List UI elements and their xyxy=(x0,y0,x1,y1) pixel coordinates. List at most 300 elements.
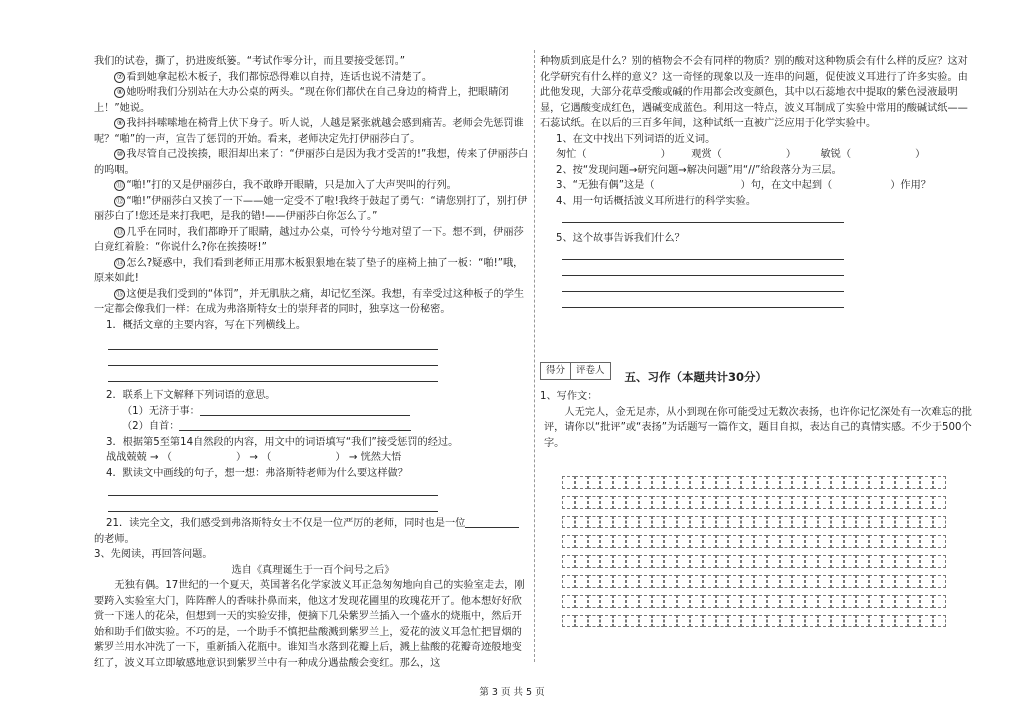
grid-cell[interactable] xyxy=(741,615,754,628)
grid-cell[interactable] xyxy=(920,516,933,529)
grid-cell[interactable] xyxy=(818,615,831,628)
grid-cell[interactable] xyxy=(677,595,690,608)
grid-cell[interactable] xyxy=(933,535,946,548)
grid-cell[interactable] xyxy=(703,595,716,608)
grid-cell[interactable] xyxy=(690,595,703,608)
grid-cell[interactable] xyxy=(728,476,741,489)
para-number: ⑦ xyxy=(114,72,125,83)
grid-cell[interactable] xyxy=(805,476,818,489)
grid-cell[interactable] xyxy=(562,476,575,489)
grid-cell[interactable] xyxy=(600,555,613,568)
grid-cell[interactable] xyxy=(613,555,626,568)
grid-cell[interactable] xyxy=(908,476,921,489)
grid-cell[interactable] xyxy=(703,516,716,529)
paragraph-8: ⑧ 她吩咐我们分别站在大办公桌的两头。“现在你们都伏在自己身边的椅背上，把眼睛闭上！”她说。 xyxy=(94,87,509,114)
grid-cell[interactable] xyxy=(895,535,908,548)
grid-cell[interactable] xyxy=(575,595,588,608)
grid-cell[interactable] xyxy=(754,496,767,509)
grid-cell[interactable] xyxy=(767,496,780,509)
grid-cell[interactable] xyxy=(677,615,690,628)
grid-cell[interactable] xyxy=(600,535,613,548)
grid-cell[interactable] xyxy=(716,595,729,608)
grid-cell[interactable] xyxy=(575,496,588,509)
grid-cell[interactable] xyxy=(856,535,869,548)
grid-cell[interactable] xyxy=(677,535,690,548)
grid-cell[interactable] xyxy=(895,575,908,588)
grid-cell[interactable] xyxy=(626,595,639,608)
paragraph-15: ⑮ 这便是我们受到的“体罚”，并无肌肤之痛，却记忆至深。我想，有幸受过这种板子的学生一定都会像我们一样：在成为弗洛斯特女士的崇拜者的同时，独享这一份秘密。 xyxy=(94,288,525,315)
grid-cell[interactable] xyxy=(754,575,767,588)
grid-cell[interactable] xyxy=(844,496,857,509)
grid-cell[interactable] xyxy=(588,555,601,568)
grid-cell[interactable] xyxy=(588,476,601,489)
grid-cell[interactable] xyxy=(856,555,869,568)
grid-cell[interactable] xyxy=(844,555,857,568)
grid-cell[interactable] xyxy=(780,595,793,608)
para-number: ⑭ xyxy=(116,258,124,267)
grid-cell[interactable] xyxy=(856,476,869,489)
grid-cell[interactable] xyxy=(639,575,652,588)
grid-cell[interactable] xyxy=(754,476,767,489)
grid-cell[interactable] xyxy=(652,595,665,608)
grid-cell[interactable] xyxy=(818,535,831,548)
grid-cell[interactable] xyxy=(856,595,869,608)
grid-cell[interactable] xyxy=(588,575,601,588)
grid-cell[interactable] xyxy=(613,595,626,608)
answer-lines[interactable] xyxy=(108,337,438,382)
grid-cell[interactable] xyxy=(869,516,882,529)
para-number: ⑧ xyxy=(114,87,125,98)
grid-cell[interactable] xyxy=(626,555,639,568)
grid-cell[interactable] xyxy=(703,575,716,588)
grid-cell[interactable] xyxy=(792,575,805,588)
grid-cell[interactable] xyxy=(690,615,703,628)
question-2: 2、按“发现问题→研究问题→解决问题”用“//”给段落分为三层。 xyxy=(556,164,842,176)
grid-cell[interactable] xyxy=(716,476,729,489)
grid-cell[interactable] xyxy=(664,615,677,628)
grid-cell[interactable] xyxy=(716,555,729,568)
grid-cell[interactable] xyxy=(664,476,677,489)
grid-cell[interactable] xyxy=(562,535,575,548)
grid-cell[interactable] xyxy=(933,476,946,489)
grader-label: 评卷人 xyxy=(576,365,605,377)
grid-cell[interactable] xyxy=(831,516,844,529)
grid-cell[interactable] xyxy=(741,516,754,529)
grid-cell[interactable] xyxy=(639,496,652,509)
grid-cell[interactable] xyxy=(856,575,869,588)
grid-cell[interactable] xyxy=(805,496,818,509)
grid-cell[interactable] xyxy=(895,595,908,608)
grid-cell[interactable] xyxy=(767,476,780,489)
grid-cell[interactable] xyxy=(767,575,780,588)
grid-cell[interactable] xyxy=(562,595,575,608)
question-4: 4．默读文中画线的句子，想一想：弗洛斯特老师为什么要这样做？ xyxy=(106,467,408,479)
grid-cell[interactable] xyxy=(690,555,703,568)
grid-cell[interactable] xyxy=(780,496,793,509)
grid-cell[interactable] xyxy=(869,595,882,608)
grid-cell[interactable] xyxy=(792,595,805,608)
grid-cell[interactable] xyxy=(639,535,652,548)
grid-cell[interactable] xyxy=(792,535,805,548)
grid-cell[interactable] xyxy=(882,595,895,608)
grid-cell[interactable] xyxy=(703,535,716,548)
grid-row xyxy=(562,496,962,509)
grid-cell[interactable] xyxy=(600,476,613,489)
blank[interactable] xyxy=(179,419,411,431)
grid-cell[interactable] xyxy=(652,516,665,529)
grid-cell[interactable] xyxy=(754,555,767,568)
score-label: 得分 xyxy=(541,363,571,379)
grid-cell[interactable] xyxy=(600,615,613,628)
grid-cell[interactable] xyxy=(882,516,895,529)
grid-cell[interactable] xyxy=(626,535,639,548)
grid-cell[interactable] xyxy=(652,476,665,489)
grid-cell[interactable] xyxy=(895,496,908,509)
grid-cell[interactable] xyxy=(754,595,767,608)
grid-cell[interactable] xyxy=(677,555,690,568)
grid-cell[interactable] xyxy=(626,575,639,588)
grid-cell[interactable] xyxy=(920,595,933,608)
grid-cell[interactable] xyxy=(652,496,665,509)
grid-cell[interactable] xyxy=(895,555,908,568)
grid-cell[interactable] xyxy=(690,516,703,529)
grid-cell[interactable] xyxy=(920,476,933,489)
grid-cell[interactable] xyxy=(600,595,613,608)
grid-cell[interactable] xyxy=(754,615,767,628)
grid-cell[interactable] xyxy=(741,535,754,548)
paragraph-12: ⑫ “啪!”伊丽莎白又挨了一下——她一定受不了啦!我终于鼓起了勇气：“请您别打了，别打伊丽莎白了!您还是来打我吧，是我的错!——伊丽莎白你怎么了。” xyxy=(94,195,528,222)
grid-cell[interactable] xyxy=(652,575,665,588)
grid-cell[interactable] xyxy=(741,575,754,588)
grid-cell[interactable] xyxy=(818,496,831,509)
grid-cell[interactable] xyxy=(716,496,729,509)
grid-cell[interactable] xyxy=(908,516,921,529)
blank[interactable] xyxy=(200,404,410,416)
grid-cell[interactable] xyxy=(780,615,793,628)
grid-cell[interactable] xyxy=(844,535,857,548)
question-2b: （2）自首： xyxy=(122,419,532,435)
grid-cell[interactable] xyxy=(869,615,882,628)
grid-row xyxy=(562,516,962,529)
grid-cell[interactable] xyxy=(805,535,818,548)
para-number: ⑮ xyxy=(116,289,124,298)
grid-cell[interactable] xyxy=(882,476,895,489)
grid-cell[interactable] xyxy=(805,516,818,529)
section-5-heading: 五、习作（本题共计30分） xyxy=(624,369,768,384)
grid-cell[interactable] xyxy=(882,496,895,509)
question-21: 21．读完全文，我们感受到弗洛斯特女士不仅是一位严厉的老师，同时也是一位 xyxy=(106,516,532,532)
grid-cell[interactable] xyxy=(882,615,895,628)
grid-cell[interactable] xyxy=(844,575,857,588)
grid-cell[interactable] xyxy=(780,476,793,489)
grid-cell[interactable] xyxy=(754,535,767,548)
grid-cell[interactable] xyxy=(831,555,844,568)
grid-cell[interactable] xyxy=(613,535,626,548)
grid-cell[interactable] xyxy=(831,476,844,489)
grid-cell[interactable] xyxy=(831,615,844,628)
grid-cell[interactable] xyxy=(908,496,921,509)
grid-cell[interactable] xyxy=(805,595,818,608)
grid-row xyxy=(562,535,962,548)
para-number: ⑩ xyxy=(114,149,125,160)
grid-cell[interactable] xyxy=(908,535,921,548)
grid-cell[interactable] xyxy=(652,615,665,628)
grid-cell[interactable] xyxy=(664,496,677,509)
grid-cell[interactable] xyxy=(588,535,601,548)
column-divider xyxy=(534,50,535,662)
grid-cell[interactable] xyxy=(908,555,921,568)
grid-row xyxy=(562,615,962,628)
grid-cell[interactable] xyxy=(908,595,921,608)
grid-cell[interactable] xyxy=(933,615,946,628)
grid-cell[interactable] xyxy=(728,496,741,509)
article-title: 选自《真理诞生于一百个问号之后》 xyxy=(231,564,395,576)
grid-cell[interactable] xyxy=(588,516,601,529)
question-3-sequence: 战战兢兢 → （ ） → （ ） → 恍然大悟 xyxy=(106,452,402,463)
section-3-heading: 3、先阅读，再回答问题。 xyxy=(94,549,213,560)
page-footer: 第 3 页 共 5 页 xyxy=(479,687,545,698)
grid-cell[interactable] xyxy=(933,595,946,608)
grid-cell[interactable] xyxy=(639,516,652,529)
question-5: 5、这个故事告诉我们什么？ xyxy=(556,233,685,244)
grid-cell[interactable] xyxy=(728,516,741,529)
grid-cell[interactable] xyxy=(792,496,805,509)
question-21-end: 的老师。 xyxy=(94,533,135,545)
grid-cell[interactable] xyxy=(792,516,805,529)
left-column xyxy=(94,54,532,671)
grid-cell[interactable] xyxy=(626,516,639,529)
grid-cell[interactable] xyxy=(792,476,805,489)
grid-cell[interactable] xyxy=(716,516,729,529)
grid-cell[interactable] xyxy=(741,496,754,509)
grid-row xyxy=(562,555,962,568)
paragraph-9: ⑨ 我抖抖嗦嗦地在椅背上伏下身子。听人说，人越是紧张就越会感到痛苦。老师会先惩罚谁呢？“啪”的一声，宣告了惩罚的开始。看来，老师决定先打伊丽莎白了。 xyxy=(94,118,524,145)
answer-lines[interactable] xyxy=(562,247,844,308)
para-number: ⑨ xyxy=(114,118,125,129)
grid-cell[interactable] xyxy=(664,555,677,568)
blank[interactable] xyxy=(465,516,519,528)
grid-cell[interactable] xyxy=(703,555,716,568)
grid-cell[interactable] xyxy=(588,595,601,608)
article-paragraph: 无独有偶。17世纪的一个夏天，英国著名化学家波义耳正急匆匆地向自己的实验室走去，刚要跨入实验室大门，阵阵醉人的香味扑鼻而来，他这才发现花圃里的玫瑰花开了。他本想好好欣赏一下迷人的花朵，但想到一天的实验安排，便摘下几朵紫罗兰插入一个盛水的烧瓶中，然后开始和助手们做实验。不巧的是，一个助手不慎把盐酸溅到紫罗兰上，爱花的波义耳急忙把冒烟的紫罗兰用水冲洗了一下，重新插入花瓶中。谁知当水落到花瓣上后，溅上盐酸的花瓣奇迹般地变红了，波义耳立即敏感地意识到紫罗兰中有一种成分遇盐酸会变红。那么，这 xyxy=(94,580,525,669)
grid-cell[interactable] xyxy=(920,555,933,568)
grid-cell[interactable] xyxy=(869,476,882,489)
grid-cell[interactable] xyxy=(818,595,831,608)
right-column xyxy=(540,54,972,451)
grid-cell[interactable] xyxy=(831,496,844,509)
grid-cell[interactable] xyxy=(869,555,882,568)
grid-cell[interactable] xyxy=(831,535,844,548)
grid-cell[interactable] xyxy=(780,555,793,568)
grid-cell[interactable] xyxy=(895,516,908,529)
grid-cell[interactable] xyxy=(780,516,793,529)
grid-cell[interactable] xyxy=(575,476,588,489)
question-4: 4、用一句话概括波义耳所进行的科学实验。 xyxy=(556,195,757,207)
grid-cell[interactable] xyxy=(562,615,575,628)
grid-cell[interactable] xyxy=(613,575,626,588)
grid-cell[interactable] xyxy=(856,615,869,628)
grid-cell[interactable] xyxy=(805,575,818,588)
grid-cell[interactable] xyxy=(882,555,895,568)
score-box xyxy=(540,362,611,380)
paragraph-10: ⑩ 我尽管自己没挨揍，眼泪却出来了：“伊丽莎白是因为我才受苦的!”我想，传来了伊丽莎白的呜咽。 xyxy=(94,149,529,176)
grid-cell[interactable] xyxy=(639,615,652,628)
grid-cell[interactable] xyxy=(703,615,716,628)
grid-cell[interactable] xyxy=(664,516,677,529)
grid-cell[interactable] xyxy=(600,575,613,588)
grid-cell[interactable] xyxy=(741,595,754,608)
grid-cell[interactable] xyxy=(639,476,652,489)
grid-cell[interactable] xyxy=(741,476,754,489)
grid-cell[interactable] xyxy=(664,575,677,588)
grid-cell[interactable] xyxy=(933,496,946,509)
grid-cell[interactable] xyxy=(780,575,793,588)
grid-cell[interactable] xyxy=(613,615,626,628)
grid-row xyxy=(562,476,962,489)
grid-cell[interactable] xyxy=(920,575,933,588)
grid-cell[interactable] xyxy=(728,555,741,568)
grid-cell[interactable] xyxy=(690,476,703,489)
grid-cell[interactable] xyxy=(677,476,690,489)
grid-cell[interactable] xyxy=(920,535,933,548)
grid-cell[interactable] xyxy=(933,575,946,588)
grid-cell[interactable] xyxy=(703,496,716,509)
grid-cell[interactable] xyxy=(575,615,588,628)
grid-cell[interactable] xyxy=(856,516,869,529)
grid-cell[interactable] xyxy=(933,516,946,529)
grid-cell[interactable] xyxy=(831,595,844,608)
grid-cell[interactable] xyxy=(831,575,844,588)
grid-cell[interactable] xyxy=(562,516,575,529)
paragraph: 我们的试卷，撕了，扔进废纸篓。“考试作零分计，而且要接受惩罚。” xyxy=(94,56,406,67)
grid-cell[interactable] xyxy=(754,516,767,529)
grid-cell[interactable] xyxy=(588,615,601,628)
grid-cell[interactable] xyxy=(588,496,601,509)
grid-cell[interactable] xyxy=(908,615,921,628)
grid-cell[interactable] xyxy=(792,555,805,568)
writing-task-heading: 1、写作文： xyxy=(540,391,598,402)
grid-cell[interactable] xyxy=(575,516,588,529)
question-3: 3、“无独有偶”这是（ ）句，在文中起到（ ）作用？ xyxy=(556,180,931,191)
grid-cell[interactable] xyxy=(780,535,793,548)
grid-cell[interactable] xyxy=(728,535,741,548)
grid-cell[interactable] xyxy=(844,595,857,608)
grid-cell[interactable] xyxy=(920,615,933,628)
grid-cell[interactable] xyxy=(677,496,690,509)
grid-cell[interactable] xyxy=(613,496,626,509)
grid-cell[interactable] xyxy=(844,476,857,489)
grid-cell[interactable] xyxy=(818,476,831,489)
grid-cell[interactable] xyxy=(933,555,946,568)
grid-cell[interactable] xyxy=(805,615,818,628)
grid-cell[interactable] xyxy=(856,496,869,509)
grid-row xyxy=(562,575,962,588)
writing-grid[interactable] xyxy=(562,476,962,634)
grid-cell[interactable] xyxy=(690,496,703,509)
grid-cell[interactable] xyxy=(639,555,652,568)
grid-cell[interactable] xyxy=(818,575,831,588)
grid-row xyxy=(562,595,962,608)
grid-cell[interactable] xyxy=(703,476,716,489)
grid-cell[interactable] xyxy=(600,516,613,529)
grid-cell[interactable] xyxy=(716,575,729,588)
grid-cell[interactable] xyxy=(562,575,575,588)
grid-cell[interactable] xyxy=(575,535,588,548)
grid-cell[interactable] xyxy=(613,516,626,529)
paragraph-14: ⑭ 怎么?疑惑中，我们看到老师正用那木板狠狠地在装了垫子的座椅上抽了一板：“啪!”哦，原来如此! xyxy=(94,257,524,284)
paragraph-11: ⑪ “啪!”打的又是伊丽莎白，我不敢睁开眼睛，只是加入了大声哭叫的行列。 xyxy=(116,180,457,191)
grid-cell[interactable] xyxy=(767,555,780,568)
grid-cell[interactable] xyxy=(575,575,588,588)
grid-cell[interactable] xyxy=(882,575,895,588)
grid-cell[interactable] xyxy=(844,615,857,628)
grid-cell[interactable] xyxy=(690,535,703,548)
grid-cell[interactable] xyxy=(818,516,831,529)
grid-cell[interactable] xyxy=(677,516,690,529)
grid-cell[interactable] xyxy=(690,575,703,588)
grid-cell[interactable] xyxy=(677,575,690,588)
para-number: ⑪ xyxy=(116,181,124,189)
grid-cell[interactable] xyxy=(728,595,741,608)
grid-cell[interactable] xyxy=(869,535,882,548)
grid-cell[interactable] xyxy=(613,476,626,489)
grid-cell[interactable] xyxy=(728,615,741,628)
grid-cell[interactable] xyxy=(895,615,908,628)
grid-cell[interactable] xyxy=(575,555,588,568)
grid-cell[interactable] xyxy=(728,575,741,588)
grid-cell[interactable] xyxy=(716,535,729,548)
grid-cell[interactable] xyxy=(626,496,639,509)
grid-cell[interactable] xyxy=(805,555,818,568)
para-number: ⑬ xyxy=(116,227,124,236)
answer-lines[interactable] xyxy=(562,210,844,223)
question-3: 3．根据第5至第14自然段的内容，用文中的词语填写“我们”接受惩罚的经过。 xyxy=(106,436,459,448)
grid-cell[interactable] xyxy=(652,555,665,568)
grid-cell[interactable] xyxy=(767,516,780,529)
question-1: 1、在文中找出下列词语的近义词。 xyxy=(556,133,716,145)
article-paragraph: 种物质到底是什么？别的植物会不会有同样的物质？别的酸对这种物质会有什么样的反应？这对化学研究有什么样的意义？这一奇怪的现象以及一连串的问题，促使波义耳进行了许多实验。由此他发现，大部分花草受酸或碱的作用都会改变颜色，其中以石蕊地衣中提取的紫色浸液最明显，它遇酸变成红色，遇碱变成蓝色。利用这一特点，波义耳制成了实验中常用的酸碱试纸——石蕊试纸。在以后的三百多年间，这种试纸一直被广泛应用于化学实验中。 xyxy=(540,56,968,129)
grid-cell[interactable] xyxy=(639,595,652,608)
writing-task-prompt: 人无完人，金无足赤，从小到现在你可能受过无数次表扬，也许你记忆深处有一次难忘的批评，请你以“批评”或“表扬”为话题写一篇作文，题目自拟，表达自己的真情实感。不少于500个字。 xyxy=(544,406,972,449)
grid-cell[interactable] xyxy=(716,615,729,628)
grid-cell[interactable] xyxy=(600,496,613,509)
grid-cell[interactable] xyxy=(741,555,754,568)
grid-cell[interactable] xyxy=(664,595,677,608)
grid-cell[interactable] xyxy=(818,555,831,568)
score-row xyxy=(540,358,972,386)
grid-cell[interactable] xyxy=(767,615,780,628)
grid-cell[interactable] xyxy=(844,516,857,529)
grid-cell[interactable] xyxy=(626,476,639,489)
grid-cell[interactable] xyxy=(792,615,805,628)
question-1-items: 匆忙（ ） 观赏（ ） 敏锐（ ） xyxy=(556,149,926,160)
question-2a: （1）无济于事： xyxy=(122,404,532,420)
grid-cell[interactable] xyxy=(664,535,677,548)
grid-cell[interactable] xyxy=(767,595,780,608)
grid-cell[interactable] xyxy=(895,476,908,489)
grid-cell[interactable] xyxy=(652,535,665,548)
grid-cell[interactable] xyxy=(626,615,639,628)
grid-cell[interactable] xyxy=(562,555,575,568)
grid-cell[interactable] xyxy=(869,496,882,509)
grid-cell[interactable] xyxy=(869,575,882,588)
grid-cell[interactable] xyxy=(920,496,933,509)
grid-cell[interactable] xyxy=(908,575,921,588)
grid-cell[interactable] xyxy=(767,535,780,548)
grid-cell[interactable] xyxy=(882,535,895,548)
grid-cell[interactable] xyxy=(562,496,575,509)
answer-lines[interactable] xyxy=(108,483,438,512)
